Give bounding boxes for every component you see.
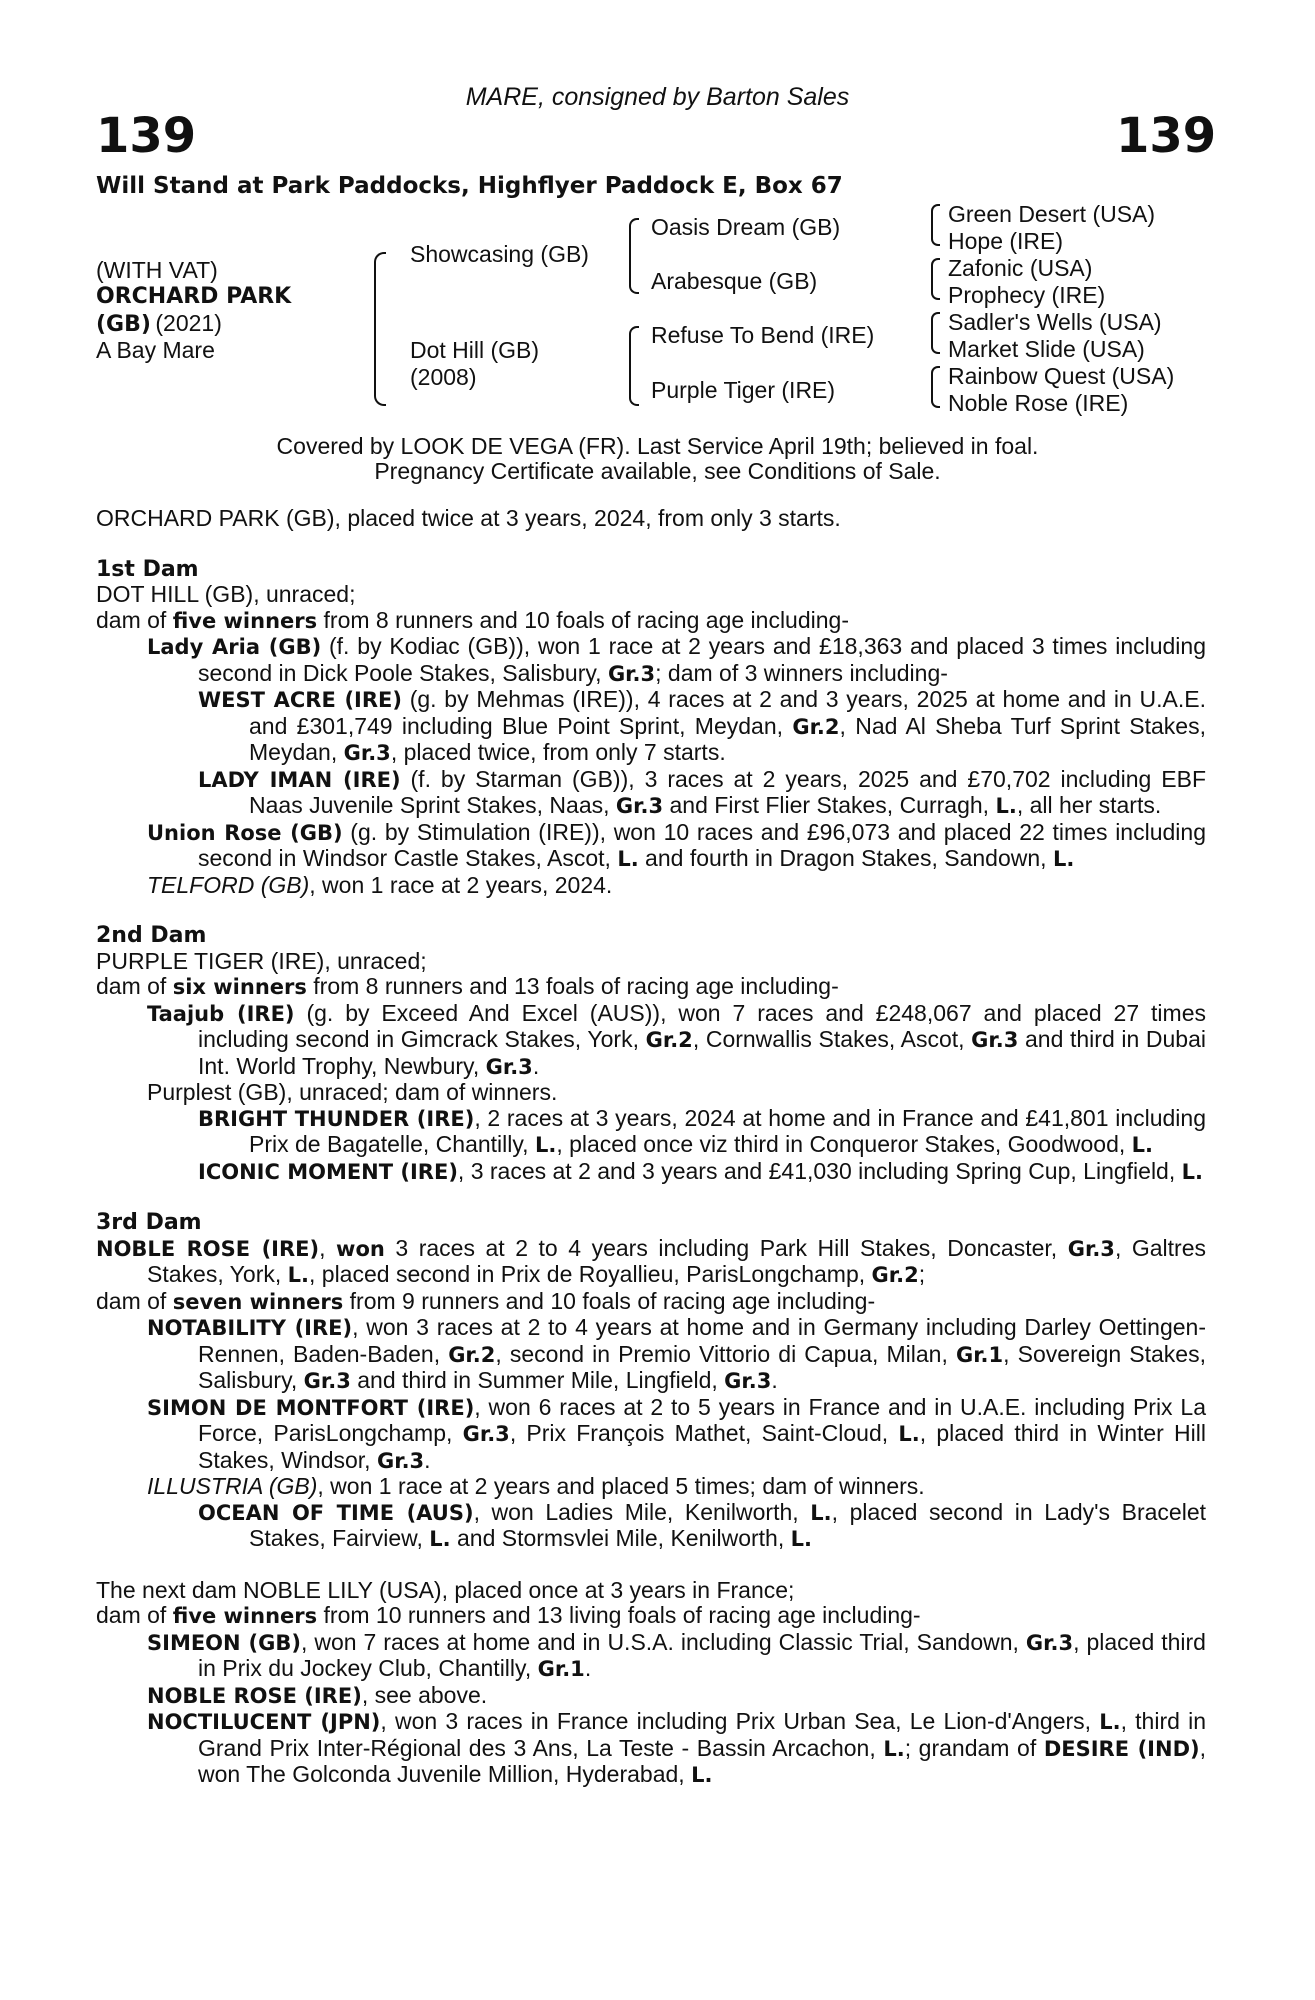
first-dam-heading: 1st Dam	[96, 556, 199, 582]
covered-line-1: Covered by LOOK DE VEGA (FR). Last Service April 19th; believed in foal.	[276, 433, 1039, 459]
dam-dam: Purple Tiger (IRE)	[651, 377, 836, 403]
lot-number-right: 139	[1116, 108, 1217, 164]
ancestor-ddd: Noble Rose (IRE)	[948, 390, 1129, 416]
brace-3	[931, 312, 940, 354]
dam: Dot Hill (GB)	[410, 337, 540, 363]
third-dam-section	[96, 1210, 1206, 1553]
first-dam-entry: Union Rose (GB) (g. by Stimulation (IRE)), won 10 races and £96,073 and placed 22 times including second in Windsor Castle Stakes, Ascot, L. and fourth in Dragon Stakes, Sandown, L.	[147, 818, 1206, 871]
first-dam-entry: Lady Aria (GB) (f. by Kodiac (GB)), won 1 race at 2 years and £18,363 and placed 3 times including second in Dick Poole Stakes, Salisbury, Gr.3; dam of 3 winners including-	[147, 633, 1206, 686]
ancestor-ssd: Hope (IRE)	[948, 228, 1064, 254]
main-brace	[374, 252, 386, 406]
second-dam-subentry: BRIGHT THUNDER (IRE), 2 races at 3 years, 2024 at home and in France and £41,801 including Prix de Bagatelle, Chantilly, L., placed once viz third in Conqueror Stakes, Goodwood, L.	[198, 1104, 1206, 1157]
dam-year: (2008)	[410, 364, 477, 390]
first-dam-subentry: LADY IMAN (IRE) (f. by Starman (GB)), 3 races at 2 years, 2025 and £70,702 including EBF Naas Juvenile Sprint Stakes, Naas, Gr.3 and First Flier Stakes, Curragh, L., all her starts.	[198, 765, 1206, 818]
second-dam-heading: 2nd Dam	[96, 923, 207, 948]
horse-origin-year	[96, 310, 222, 338]
next-dam-entry: NOCTILUCENT (JPN), won 3 races in France including Prix Urban Sea, Le Lion-d'Angers, L., third in Grand Prix Inter-Régional des 3 Ans, La Teste - Bassin Arcachon, L.; grandam of DESIRE (IND), won The Golconda Juvenile Million, Hyderabad, L.	[147, 1708, 1206, 1787]
brace-1	[931, 204, 940, 246]
second-dam-subentry: ICONIC MOMENT (IRE), 3 races at 2 and 3 years and £41,030 including Spring Cup, Lingfield, L.	[198, 1157, 1203, 1184]
summary: ORCHARD PARK (GB), placed twice at 3 years, 2024, from only 3 starts.	[96, 505, 841, 531]
ancestor-dsd: Market Slide (USA)	[948, 336, 1145, 362]
third-dam-entry: ILLUSTRIA (GB), won 1 race at 2 years and placed 5 times; dam of winners.	[147, 1473, 925, 1499]
second-dam-line2: dam of six winners from 8 runners and 13 foals of racing age including-	[96, 973, 839, 999]
horse-name: ORCHARD PARK	[96, 284, 292, 309]
second-dam-entry: Purplest (GB), unraced; dam of winners.	[147, 1079, 558, 1105]
ancestor-dss: Sadler's Wells (USA)	[948, 309, 1162, 335]
dam-sire: Refuse To Bend (IRE)	[651, 322, 875, 348]
brace-2	[931, 258, 940, 300]
vat-label: (WITH VAT)	[96, 257, 218, 283]
first-dam-line2: dam of five winners from 8 runners and 10 foals of racing age including-	[96, 606, 849, 633]
sire: Showcasing (GB)	[410, 241, 589, 267]
next-dam-section	[96, 1578, 1206, 1789]
next-dam-line1: The next dam NOBLE LILY (USA), placed once at 3 years in France;	[96, 1576, 795, 1603]
lot-number-left: 139	[96, 108, 197, 164]
third-dam-entry: SIMON DE MONTFORT (IRE), won 6 races at 2 to 5 years in France and in U.A.E. including Prix La Force, ParisLongchamp, Gr.3, Prix François Mathet, Saint-Cloud, L., placed third in Winter Hill Stakes, Windsor, Gr.3.	[147, 1393, 1206, 1473]
ancestor-sdd: Prophecy (IRE)	[948, 282, 1106, 308]
sire-sire: Oasis Dream (GB)	[651, 214, 841, 240]
first-dam-subentry: WEST ACRE (IRE) (g. by Mehmas (IRE)), 4 races at 2 and 3 years, 2025 at home and in U.A.E. and £301,749 including Blue Point Sprint, Meydan, Gr.2, Nad Al Sheba Turf Sprint Stakes, Meydan, Gr.3, placed twice, from only 7 starts.	[198, 686, 1206, 765]
third-dam-entry: NOTABILITY (IRE), won 3 races at 2 to 4 years at home and in Germany including Darley Oettingen-Rennen, Baden-Baden, Gr.2, second in Premio Vittorio di Capua, Milan, Gr.1, Sovereign Stakes, Salisbury, Gr.3 and third in Summer Mile, Lingfield, Gr.3.	[147, 1314, 1206, 1393]
brace-4	[931, 366, 940, 408]
third-dam-line2: dam of seven winners from 9 runners and 10 foals of racing age including-	[96, 1287, 876, 1314]
third-dam-heading: 3rd Dam	[96, 1210, 202, 1235]
first-dam-line1: DOT HILL (GB), unraced;	[96, 581, 356, 607]
sire-dam: Arabesque (GB)	[651, 268, 818, 294]
horse-year: (2021)	[155, 310, 222, 336]
ancestor-dds: Rainbow Quest (USA)	[948, 363, 1175, 389]
first-dam-entry: TELFORD (GB), won 1 race at 2 years, 2024.	[147, 871, 613, 898]
horse-description: A Bay Mare	[96, 337, 215, 363]
second-dam-section	[96, 923, 1206, 1185]
next-dam-entry: SIMEON (GB), won 7 races at home and in U.S.A. including Classic Trial, Sandown, Gr.3, placed third in Prix du Jockey Club, Chantilly, Gr.1.	[147, 1628, 1206, 1681]
third-dam-subentry: OCEAN OF TIME (AUS), won Ladies Mile, Kenilworth, L., placed second in Lady's Bracelet Stakes, Fairview, L. and Stormsvlei Mile, Kenilworth, L.	[198, 1498, 1206, 1551]
ancestor-sss: Green Desert (USA)	[948, 201, 1156, 227]
ancestor-sds: Zafonic (USA)	[948, 255, 1093, 281]
first-dam-section	[96, 557, 1206, 899]
third-dam-line1: NOBLE ROSE (IRE), won 3 races at 2 to 4 years including Park Hill Stakes, Doncaster, Gr.3, Galtres Stakes, York, L., placed second in Prix de Royallieu, ParisLongchamp, Gr.2;	[96, 1234, 1206, 1287]
dam-brace	[629, 326, 639, 406]
next-dam-entry: NOBLE ROSE (IRE), see above.	[147, 1681, 488, 1708]
horse-origin: (GB)	[96, 312, 151, 337]
sire-brace	[629, 218, 639, 294]
covered-line-2: Pregnancy Certificate available, see Conditions of Sale.	[374, 458, 941, 484]
catalogue-body	[96, 506, 1206, 1789]
second-dam-entry: Taajub (IRE) (g. by Exceed And Excel (AUS)), won 7 races and £248,067 and placed 27 times including second in Gimcrack Stakes, York, Gr.2, Cornwallis Stakes, Ascot, Gr.3 and third in Dubai Int. World Trophy, Newbury, Gr.3.	[147, 999, 1206, 1079]
consignment-subtitle: MARE, consigned by Barton Sales	[465, 83, 850, 111]
second-dam-line1: PURPLE TIGER (IRE), unraced;	[96, 947, 427, 974]
stand-location: Will Stand at Park Paddocks, Highflyer Paddock E, Box 67	[96, 173, 843, 199]
next-dam-line2: dam of five winners from 10 runners and 13 living foals of racing age including-	[96, 1602, 921, 1628]
